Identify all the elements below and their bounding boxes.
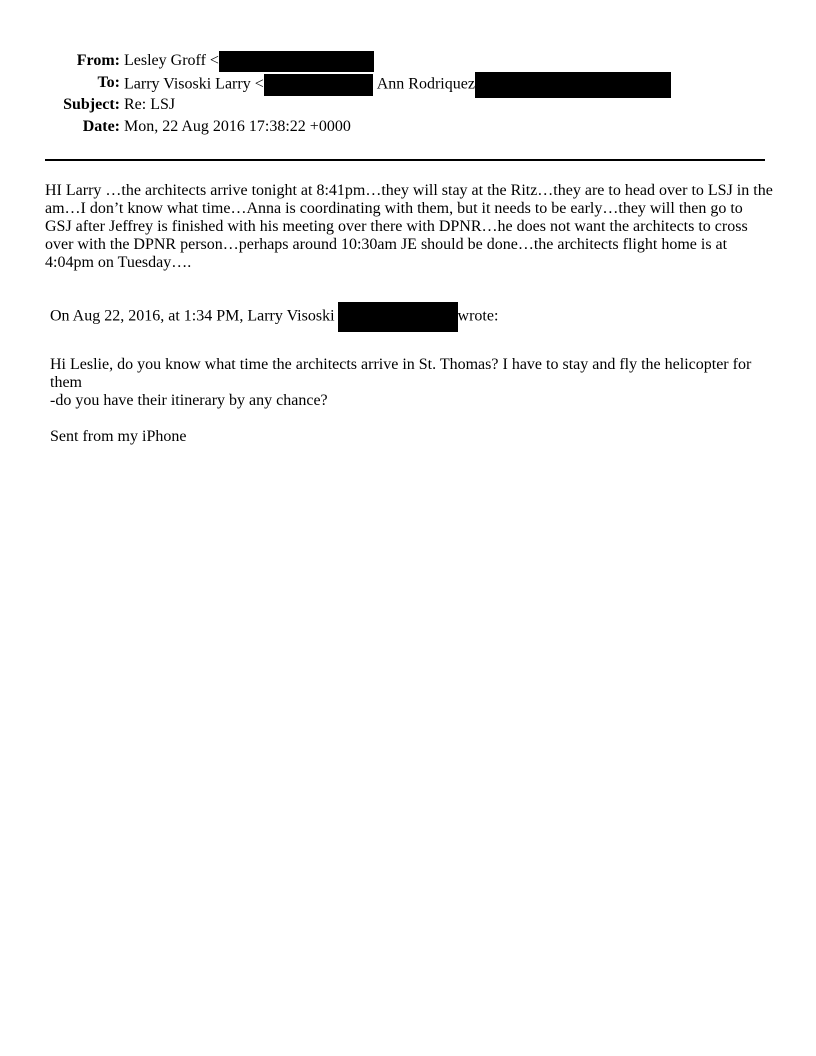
date-label: Date: bbox=[82, 118, 120, 135]
to-row bbox=[0, 72, 816, 94]
quote-intro-suffix: wrote: bbox=[457, 307, 499, 325]
email-header bbox=[0, 50, 816, 138]
to-recipient-1: Larry Visoski Larry < bbox=[124, 75, 264, 93]
header-divider bbox=[45, 159, 765, 161]
to-recipient-2: Ann Rodriquez bbox=[376, 75, 475, 93]
from-label: From: bbox=[76, 52, 120, 69]
subject-label: Subject: bbox=[63, 96, 120, 113]
date-value: Mon, 22 Aug 2016 17:38:22 +0000 bbox=[124, 118, 351, 135]
date-row bbox=[0, 116, 816, 138]
redaction-box bbox=[338, 302, 458, 332]
redaction-box bbox=[264, 74, 373, 96]
subject-row bbox=[0, 94, 816, 116]
quoted-message bbox=[50, 302, 770, 446]
from-value bbox=[124, 50, 374, 72]
from-name: Lesley Groff < bbox=[124, 52, 219, 69]
quote-body: Hi Leslie, do you know what time the architects arrive in St. Thomas? I have to stay and fly the helicopter for them -do you have their itinerary by any chance? bbox=[50, 356, 752, 409]
from-row bbox=[0, 50, 816, 72]
subject-value: Re: LSJ bbox=[124, 96, 176, 113]
redaction-box bbox=[219, 51, 374, 72]
quote-intro-prefix: On Aug 22, 2016, at 1:34 PM, Larry Visoski bbox=[50, 307, 335, 325]
quote-signature: Sent from my iPhone bbox=[50, 428, 187, 445]
message-body: HI Larry …the architects arrive tonight at 8:41pm…they will stay at the Ritz…they are to head over to LSJ in the am…I don’t know what time…Anna is coordinating with them, but it needs to be early…they will then go to GSJ after Jeffrey is finished with his meeting over there with DPNR…he does not want the architects to cross over with the DPNR person…perhaps around 10:30am JE should be done…the architects flight home is at 4:04pm on Tuesday…. bbox=[45, 182, 777, 271]
to-label: To: bbox=[97, 74, 120, 91]
quote-intro bbox=[50, 302, 770, 332]
